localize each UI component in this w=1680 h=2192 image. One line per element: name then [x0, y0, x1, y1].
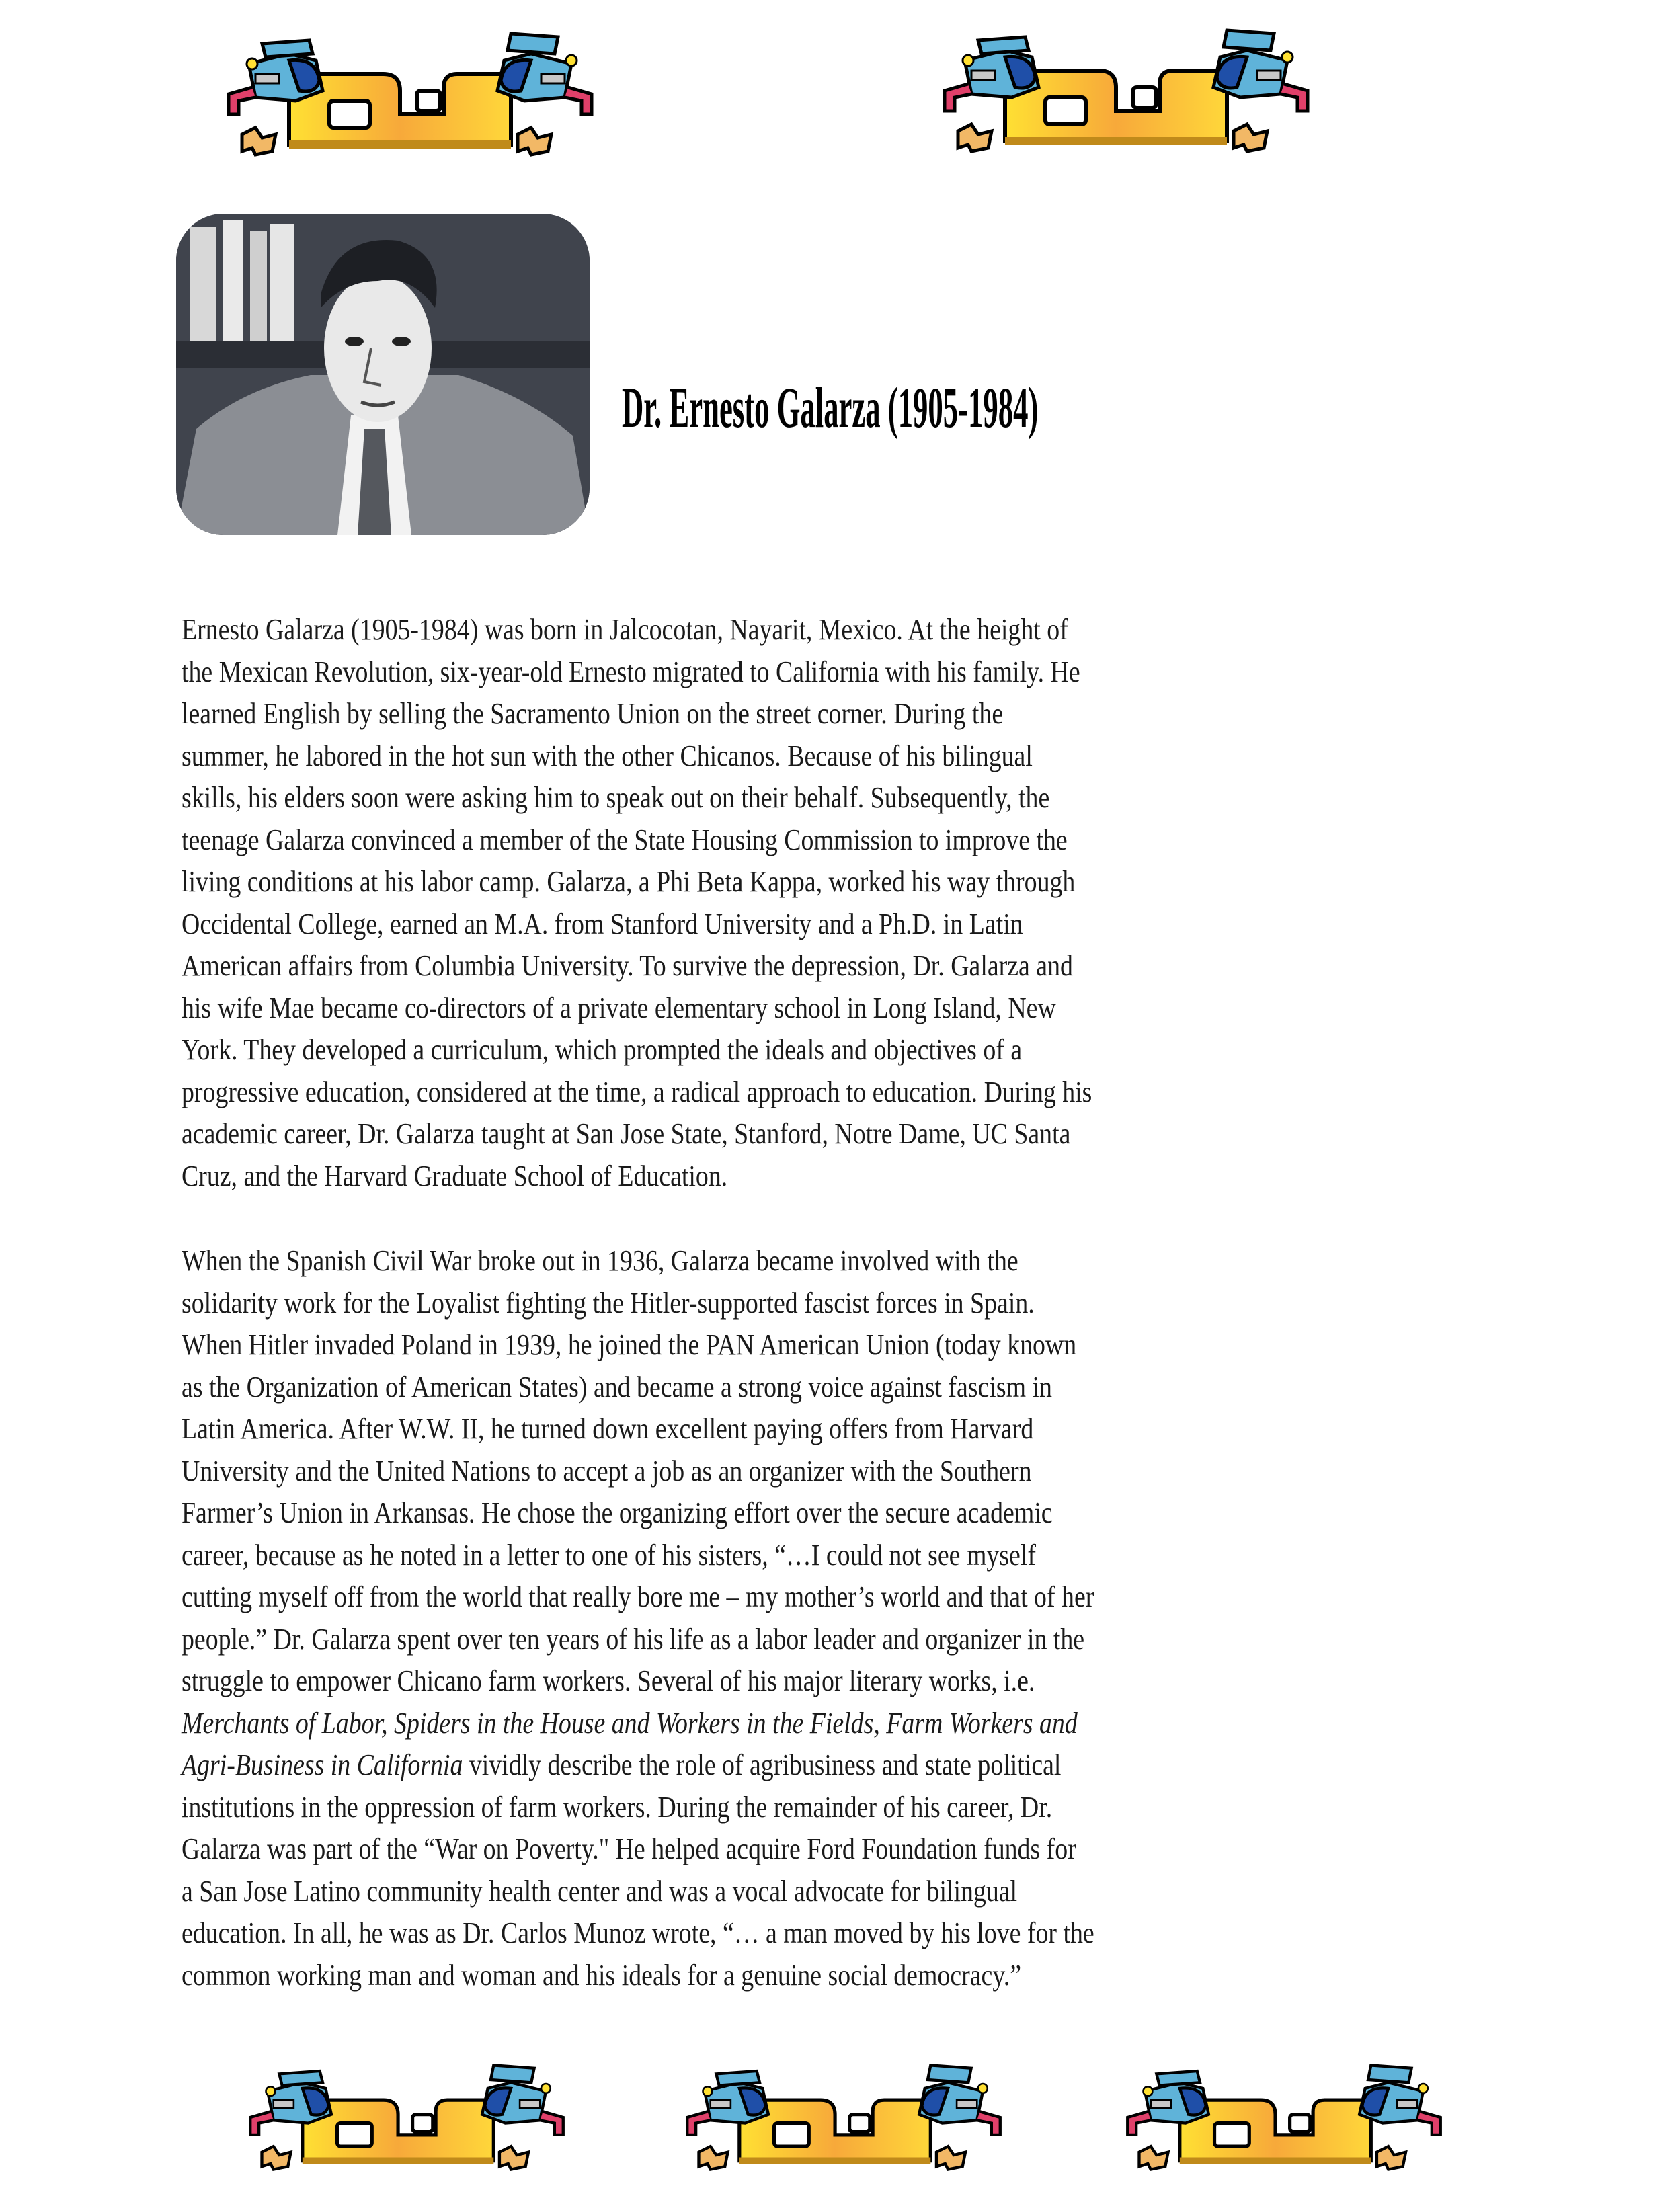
text-line: career, because as he noted in a letter to one of his sisters, “…I could not see myself — [182, 1538, 1036, 1572]
text-line: Occidental College, earned an M.A. from Stanford University and a Ph.D. in Latin — [182, 907, 1023, 940]
text-line: skills, his elders soon were asking him to speak out on their behalf. Subsequently, the — [182, 781, 1050, 814]
text-line: his wife Mae became co-directors of a private elementary school in Long Island, New — [182, 991, 1056, 1024]
serpent-glyph-icon — [1116, 2057, 1452, 2178]
serpent-glyph-icon — [239, 2057, 575, 2178]
text-line: Cruz, and the Harvard Graduate School of Education. — [182, 1159, 728, 1192]
text-line: learned English by selling the Sacramento Union on the street corner. During the — [182, 697, 1004, 730]
text-line: academic career, Dr. Galarza taught at San Jose State, Stanford, Notre Dame, UC Santa — [182, 1117, 1071, 1150]
text-line: Ernesto Galarza (1905-1984) was born in Jalcocotan, Nayarit, Mexico. At the height of — [182, 613, 1068, 646]
text-line: the Mexican Revolution, six-year-old Ernesto migrated to California with his family. He — [182, 655, 1080, 688]
text-line: Galarza was part of the “War on Poverty." He helped acquire Ford Foundation funds for — [182, 1832, 1076, 1865]
book-title: Agri-Business in California — [182, 1748, 463, 1781]
page-title: Dr. Ernesto Galarza (1905-1984) — [622, 374, 1039, 440]
text-line: living conditions at his labor camp. Galarza, a Phi Beta Kappa, worked his way through — [182, 865, 1076, 898]
book-titles: Merchants of Labor, Spiders in the House and Workers in the Fields, Farm Workers and — [182, 1706, 1078, 1740]
text-line: Farmer’s Union in Arkansas. He chose the organizing effort over the secure academic — [182, 1496, 1053, 1529]
text-line: University and the United Nations to accept a job as an organizer with the Southern — [182, 1454, 1032, 1488]
serpent-glyph-icon — [676, 2057, 1012, 2178]
text-line: progressive education, considered at the time, a radical approach to education. During his — [182, 1075, 1092, 1108]
book-titles-line — [182, 1703, 1445, 1745]
text-line: struggle to empower Chicano farm workers. Several of his major literary works, i.e. — [182, 1664, 1035, 1697]
text-line: institutions in the oppression of farm workers. During the remainder of his career, Dr. — [182, 1790, 1053, 1824]
text-line: a San Jose Latino community health center and was a vocal advocate for bilingual — [182, 1874, 1018, 1908]
text-line: common working man and woman and his ideals for a genuine social democracy.” — [182, 1958, 1022, 1992]
biography-paragraph-1 — [182, 609, 1445, 1197]
portrait-photo — [176, 214, 590, 535]
text-line: American affairs from Columbia University. To survive the depression, Dr. Galarza and — [182, 949, 1073, 982]
text-line: summer, he labored in the hot sun with the other Chicanos. Because of his bilingual — [182, 739, 1033, 772]
text-line: cutting myself off from the world that really bore me – my mother’s world and that of her — [182, 1580, 1094, 1613]
biography-paragraph-2 — [182, 1240, 1445, 1996]
text-line: When Hitler invaded Poland in 1939, he joined the PAN American Union (today known — [182, 1328, 1077, 1361]
text-line: Latin America. After W.W. II, he turned down excellent paying offers from Harvard — [182, 1412, 1034, 1445]
text-line: as the Organization of American States) and became a strong voice against fascism in — [182, 1370, 1052, 1404]
text-line: solidarity work for the Loyalist fighting the Hitler-supported fascist forces in Spain. — [182, 1286, 1035, 1320]
text-line: Agri-Business in California vividly describe the role of agribusiness and state political — [182, 1748, 1062, 1781]
text-line: When the Spanish Civil War broke out in 1936, Galarza became involved with the — [182, 1244, 1018, 1277]
text-line: education. In all, he was as Dr. Carlos Munoz wrote, “… a man moved by his love for the — [182, 1916, 1094, 1949]
serpent-glyph-icon — [931, 24, 1321, 158]
serpent-glyph-icon — [215, 27, 605, 161]
text-line: people.” Dr. Galarza spent over ten years of his life as a labor leader and organizer in the — [182, 1622, 1085, 1656]
text-line: teenage Galarza convinced a member of the State Housing Commission to improve the — [182, 823, 1068, 856]
text-line: York. They developed a curriculum, which prompted the ideals and objectives of a — [182, 1033, 1023, 1066]
